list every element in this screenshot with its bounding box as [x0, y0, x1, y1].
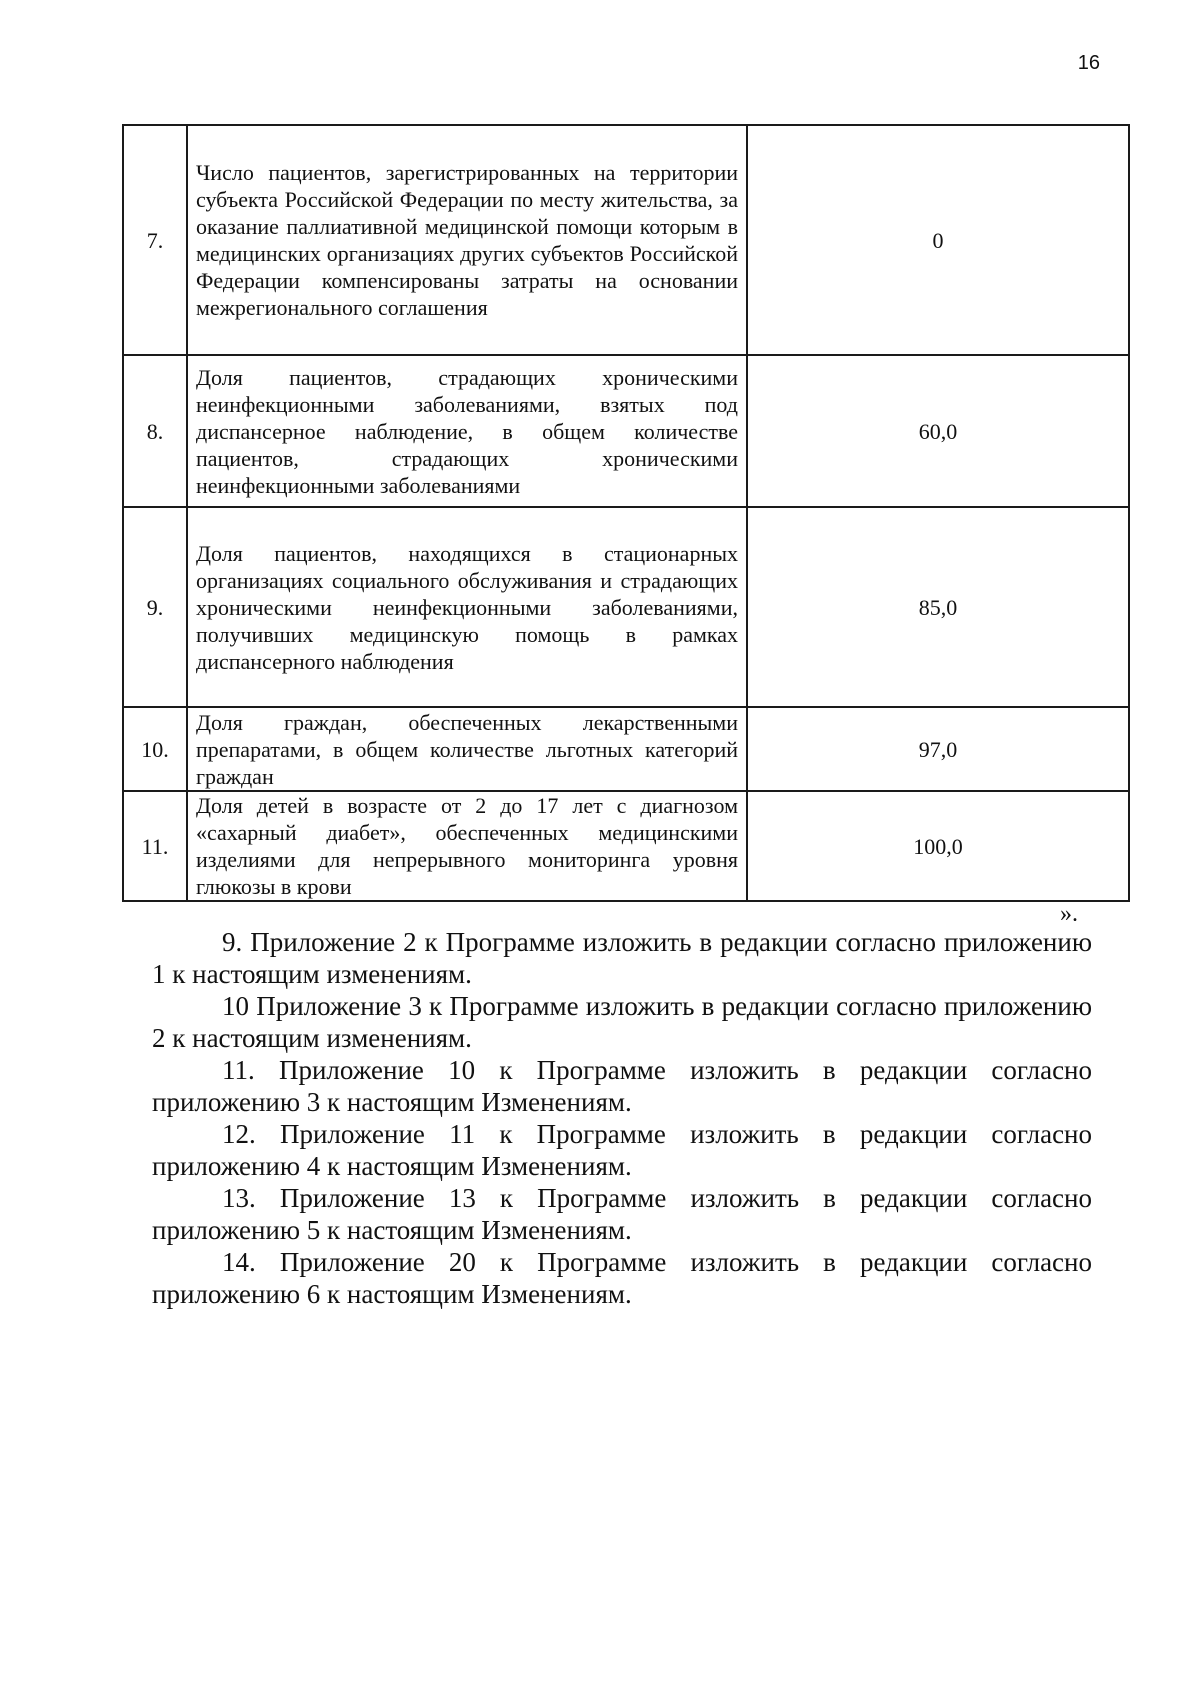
indicator-name: Доля пациентов, страдающих хроническими неинфекционными заболеваниями, взятых под диспансерное наблюдение, в общем количестве пациентов, страдающих хроническими неинфекционными заболеваниями	[187, 355, 747, 507]
indicator-name: Доля граждан, обеспеченных лекарственными препаратами, в общем количестве льготных категорий граждан	[187, 707, 747, 791]
amendment-item: 12. Приложение 11 к Программе изложить в редакции согласно приложению 4 к настоящим Изменениям.	[152, 1119, 1092, 1181]
indicator-value: 100,0	[747, 791, 1129, 901]
row-number: 11.	[123, 791, 187, 901]
amendment-item: 10 Приложение 3 к Программе изложить в редакции согласно приложению 2 к настоящим изменениям.	[152, 991, 1092, 1053]
row-number: 7.	[123, 125, 187, 355]
indicator-value: 0	[747, 125, 1129, 355]
indicator-name: Доля детей в возрасте от 2 до 17 лет с диагнозом «сахарный диабет», обеспеченных медицинскими изделиями для непрерывного мониторинга уровня глюкозы в крови	[187, 791, 747, 901]
indicator-value: 97,0	[747, 707, 1129, 791]
table-row	[123, 355, 1129, 507]
amendments-list	[152, 926, 1092, 1310]
indicator-name: Число пациентов, зарегистрированных на территории субъекта Российской Федерации по месту жительства, за оказание паллиативной медицинской помощи которым в медицинских организациях других субъектов Российской Федерации компенсированы затраты на основании межрегионального соглашения	[187, 125, 747, 355]
indicators-table	[122, 124, 1130, 902]
table-row	[123, 507, 1129, 707]
amendment-item: 11. Приложение 10 к Программе изложить в редакции согласно приложению 3 к настоящим Изменениям.	[152, 1055, 1092, 1117]
amendment-item: 13. Приложение 13 к Программе изложить в редакции согласно приложению 5 к настоящим Изменениям.	[152, 1183, 1092, 1245]
table-row	[123, 791, 1129, 901]
row-number: 8.	[123, 355, 187, 507]
indicator-value: 60,0	[747, 355, 1129, 507]
page-number: 16	[1077, 52, 1100, 74]
closing-quote: ».	[1060, 901, 1078, 927]
row-number: 9.	[123, 507, 187, 707]
row-number: 10.	[123, 707, 187, 791]
amendment-item: 9. Приложение 2 к Программе изложить в редакции согласно приложению 1 к настоящим изменениям.	[152, 927, 1092, 989]
table-row	[123, 125, 1129, 355]
amendment-item: 14. Приложение 20 к Программе изложить в редакции согласно приложению 6 к настоящим Изменениям.	[152, 1247, 1092, 1309]
indicator-name: Доля пациентов, находящихся в стационарных организациях социального обслуживания и страдающих хроническими неинфекционными заболеваниями, получивших медицинскую помощь в рамках диспансерного наблюдения	[187, 507, 747, 707]
indicator-value: 85,0	[747, 507, 1129, 707]
table-row	[123, 707, 1129, 791]
